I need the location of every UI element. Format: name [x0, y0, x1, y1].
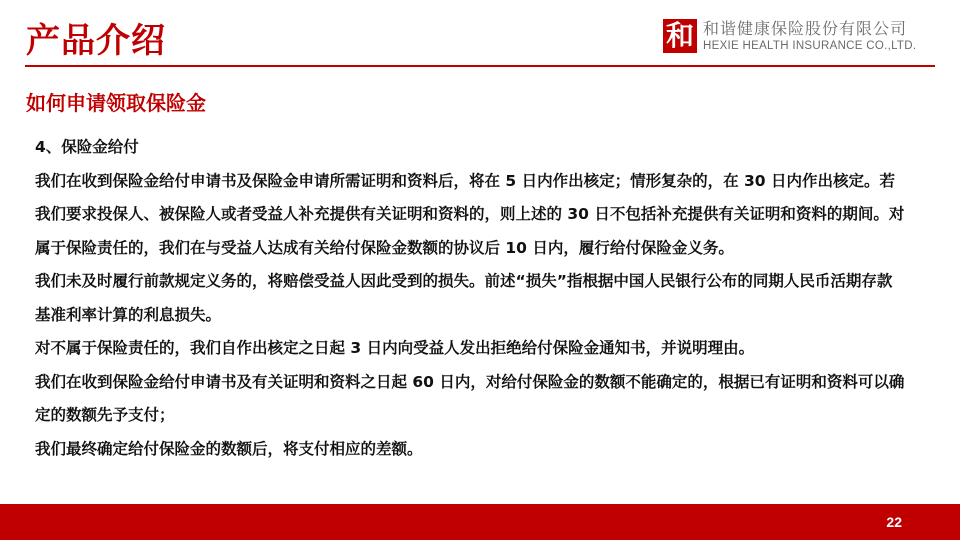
page-title: 产品介绍	[26, 21, 166, 61]
paragraph: 我们在收到保险金给付申请书及保险金申请所需证明和资料后，将在 5 日内作出核定；情形复杂的，在 30 日内作出核定。若我们要求投保人、被保险人或者受益人补充提供有关证明和资料的，则上述的 30 日不包括补充提供有关证明和资料的期间。对属于保险责任的，我们在与受益人达成有关给付保险金数额的协议后 10 日内，履行给付保险金义务。	[35, 171, 905, 257]
page-number: 22	[886, 514, 902, 530]
paragraph: 对不属于保险责任的，我们自作出核定之日起 3 日内向受益人发出拒绝给付保险金通知书，并说明理由。	[35, 339, 755, 357]
paragraph: 我们在收到保险金给付申请书及有关证明和资料之日起 60 日内，对给付保险金的数额不能确定的，根据已有证明和资料可以确定的数额先予支付；	[35, 372, 905, 424]
logo-text	[703, 19, 916, 53]
paragraph: 我们未及时履行前款规定义务的，将赔偿受益人因此受到的损失。前述“损失”指根据中国人民银行公布的同期人民币活期存款基准利率计算的利息损失。	[35, 272, 893, 324]
company-logo	[663, 16, 916, 56]
company-name-en: HEXIE HEALTH INSURANCE CO.,LTD.	[703, 40, 917, 52]
paragraph: 我们最终确定给付保险金的数额后，将支付相应的差额。	[35, 439, 423, 458]
company-name-cn: 和谐健康保险股份有限公司	[703, 19, 908, 38]
footer-bar	[0, 504, 960, 540]
logo-mark: 和	[663, 19, 697, 53]
section-heading: 如何申请领取保险金	[26, 91, 206, 115]
item-title: 4、保险金给付	[35, 138, 139, 156]
content-body	[35, 131, 905, 466]
header-divider	[25, 65, 935, 67]
